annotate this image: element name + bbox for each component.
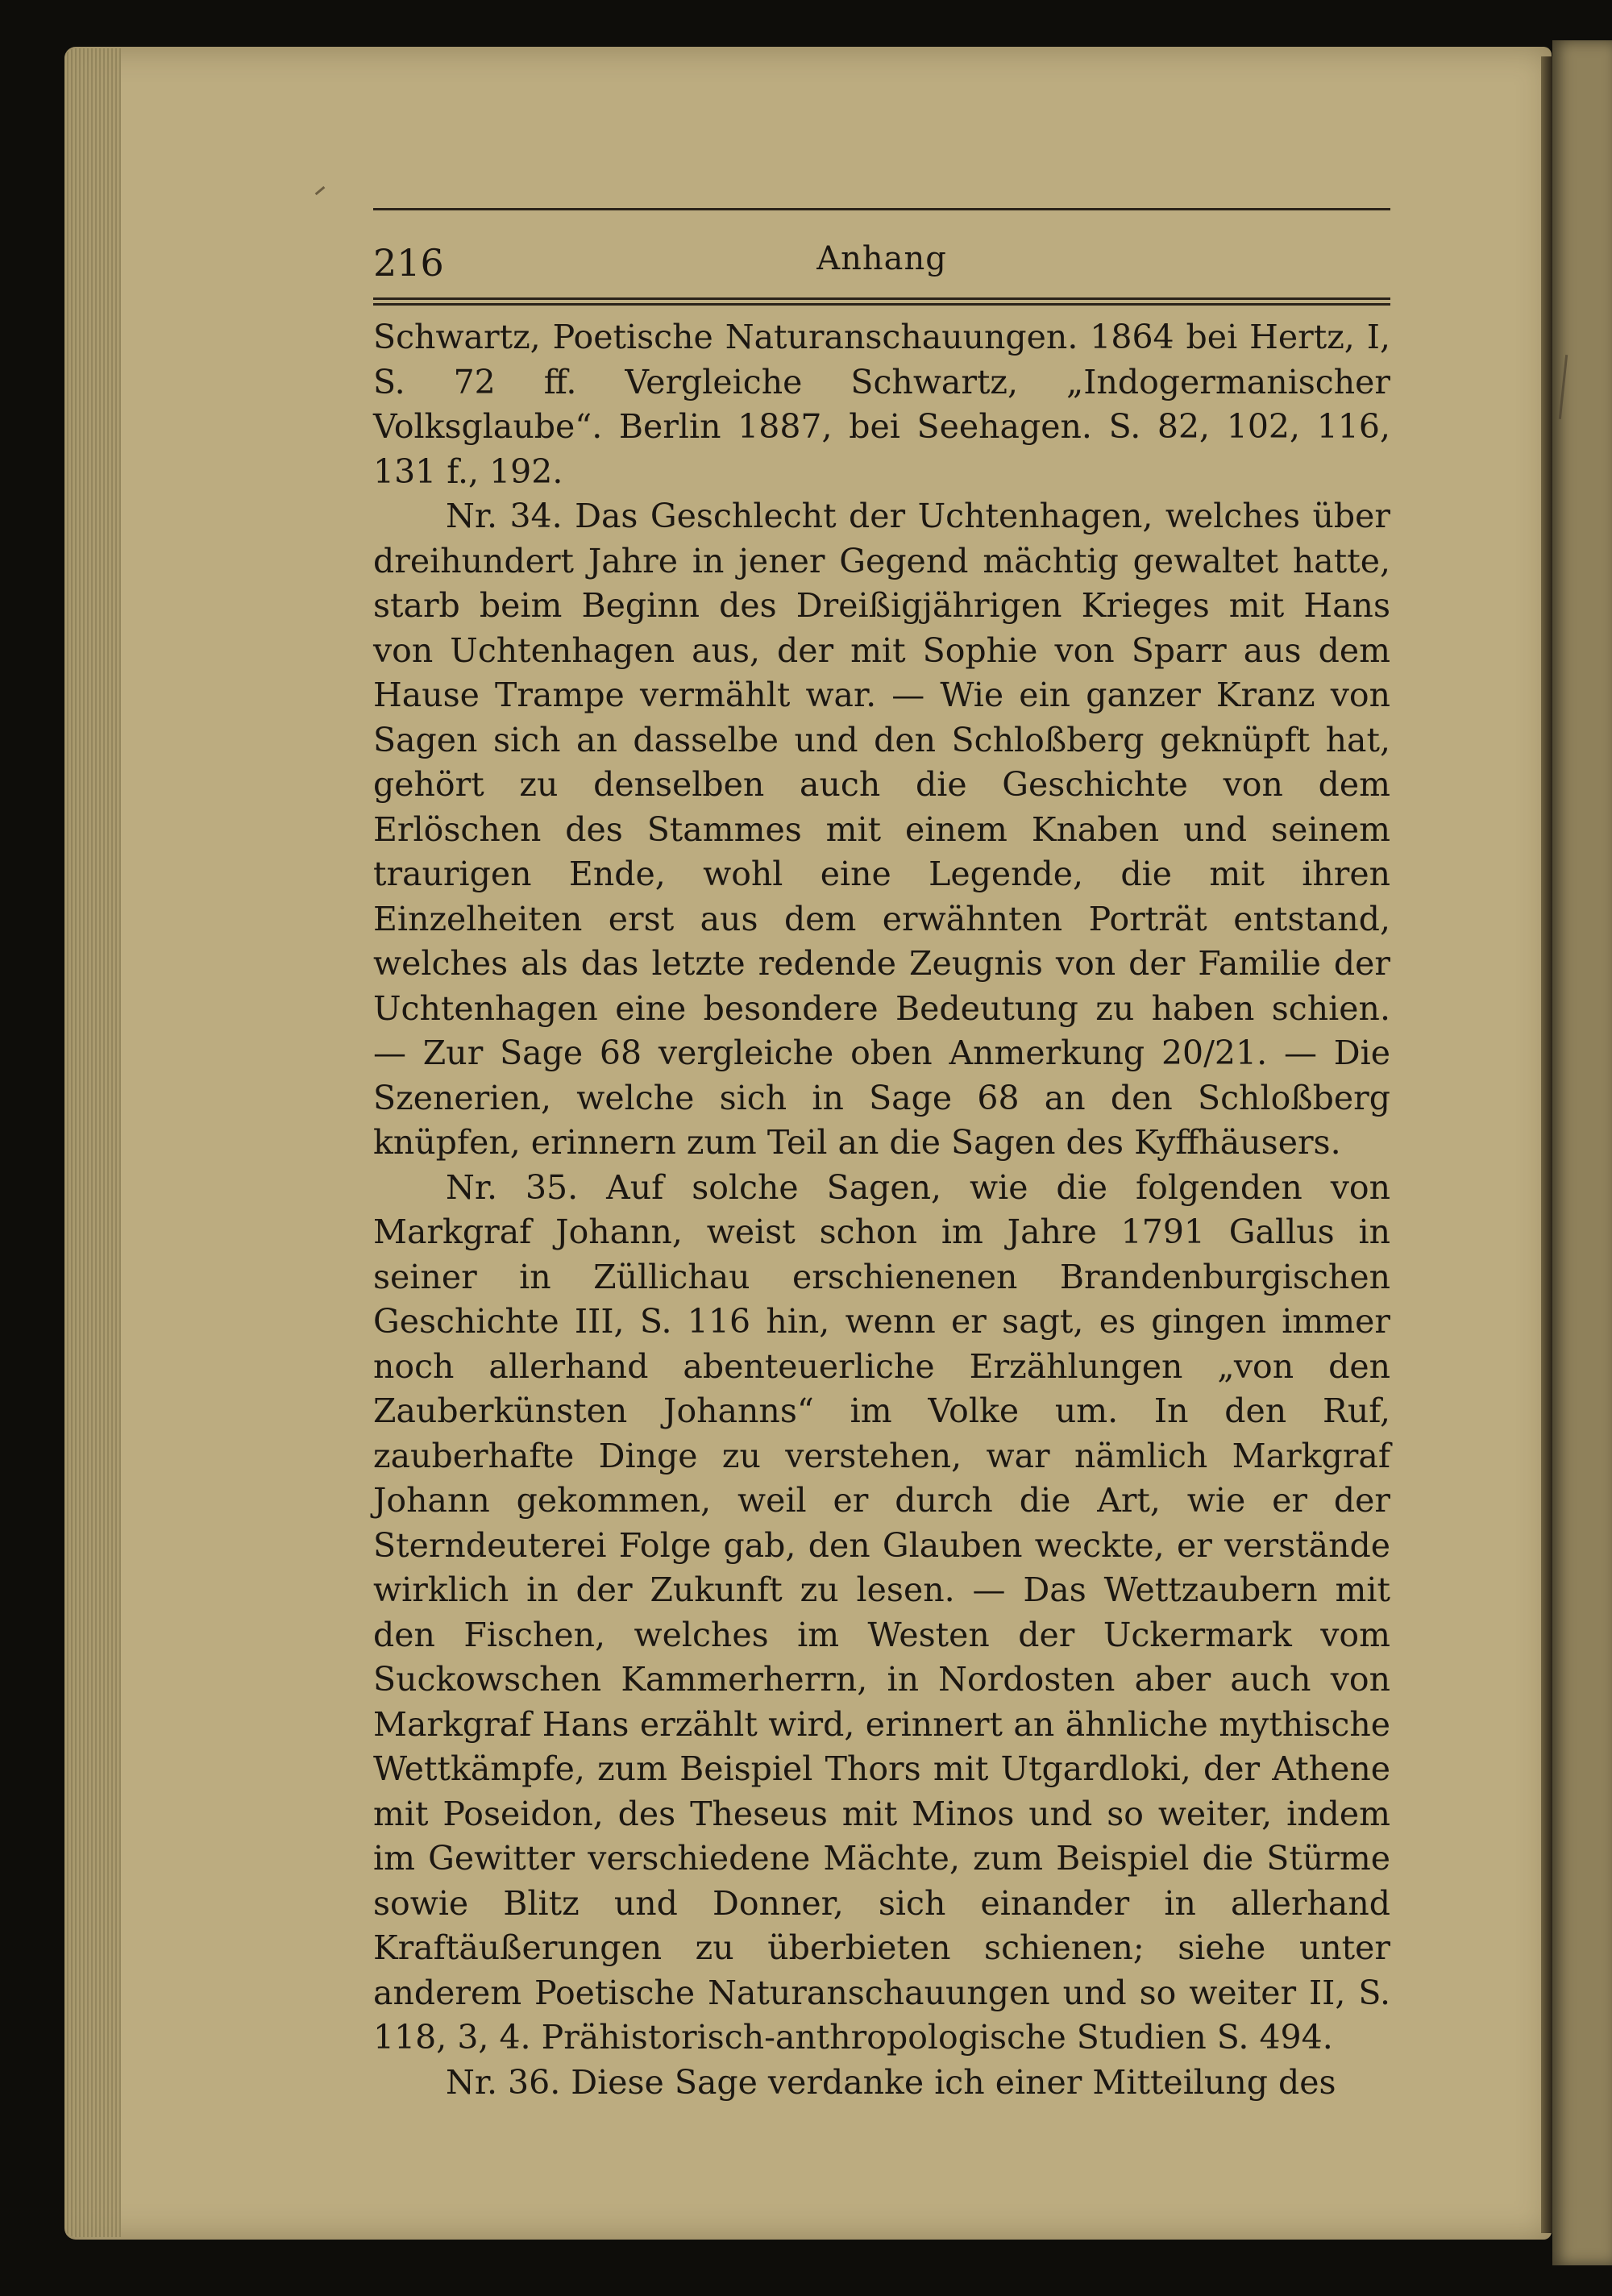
page-number: 216 <box>373 241 444 285</box>
book-gutter <box>1541 56 1552 2233</box>
facing-page-edge <box>1552 40 1612 2265</box>
paragraph-citation: Schwartz, Poetische Naturanschauungen. 1864 bei Hertz, I, S. 72 ff. Vergleiche Schwartz, „Indogermanischer Volksglaube“. Berlin 1887, bei Seehagen. S. 82, 102, 116, 131 f., 192. <box>373 318 1390 491</box>
page-edges <box>64 48 121 2237</box>
header-rule <box>373 208 1390 210</box>
paragraph-nr-36: Nr. 36. Diese Sage verdanke ich einer Mitteilung des <box>446 2062 1336 2102</box>
paragraph-nr-34: Nr. 34. Das Geschlecht der Uchtenhagen, welches über dreihundert Jahre in jener Gegend mächtig gewaltet hatte, starb beim Beginn des Dreißigjährigen Krieges mit Hans von Uchtenhagen aus, der mit Sophie von Sparr aus dem Hause Trampe vermählt war. — Wie ein ganzer Kranz von Sagen sich an dasselbe und den Schloßberg geknüpft hat, gehört zu denselben auch die Geschichte von dem Erlöschen des Stammes mit einem Knaben und seinem traurigen Ende, wohl eine Legende, die mit ihren Einzelheiten erst aus dem erwähnten Porträt entstand, welches als das letzte redende Zeugnis von der Familie der Uchtenhagen eine besondere Bedeutung zu haben schien. — Zur Sage 68 vergleiche oben Anmerkung 20/21. — Die Szenerien, welche sich in Sage 68 an den Schloßberg knüpfen, erinnern zum Teil an die Sagen des Kyffhäusers. <box>373 497 1390 1162</box>
paragraph-nr-35: Nr. 35. Auf solche Sagen, wie die folgenden von Markgraf Johann, weist schon im Jahre 1791 Gallus in seiner in Züllichau erschienenen Brandenburgischen Geschichte III, S. 116 hin, wenn er sagt, es gingen immer noch allerhand abenteuerliche Erzählungen „von den Zauberkünsten Johanns“ im Volke um. In den Ruf, zauberhafte Dinge zu verstehen, war nämlich Markgraf Johann gekommen, weil er durch die Art, wie er der Sterndeuterei Folge gab, den Glauben weckte, er verstände wirklich in der Zukunft zu lesen. — Das Wettzaubern mit den Fischen, welches im Westen der Uckermark vom Suckowschen Kammerherrn, in Nordosten aber auch von Markgraf Hans erzählt wird, erinnert an ähnliche mythische Wettkämpfe, zum Beispiel Thors mit Utgardloki, der Athene mit Poseidon, des Theseus mit Minos und so weiter, indem im Gewitter verschiedene Mächte, zum Beispiel die Stürme sowie Blitz und Donner, sich einander in allerhand Kraftäußerungen zu überbieten schienen; siehe unter anderem Poetische Naturanschauungen und so weiter II, S. 118, 3, 4. Prähistorisch-anthropologische Studien S. 494. <box>373 1167 1390 2057</box>
running-title: Anhang <box>816 240 947 277</box>
page-header <box>373 235 1390 283</box>
page-content <box>373 208 1390 2105</box>
header-double-rule <box>373 297 1390 306</box>
body-text <box>373 315 1390 2105</box>
